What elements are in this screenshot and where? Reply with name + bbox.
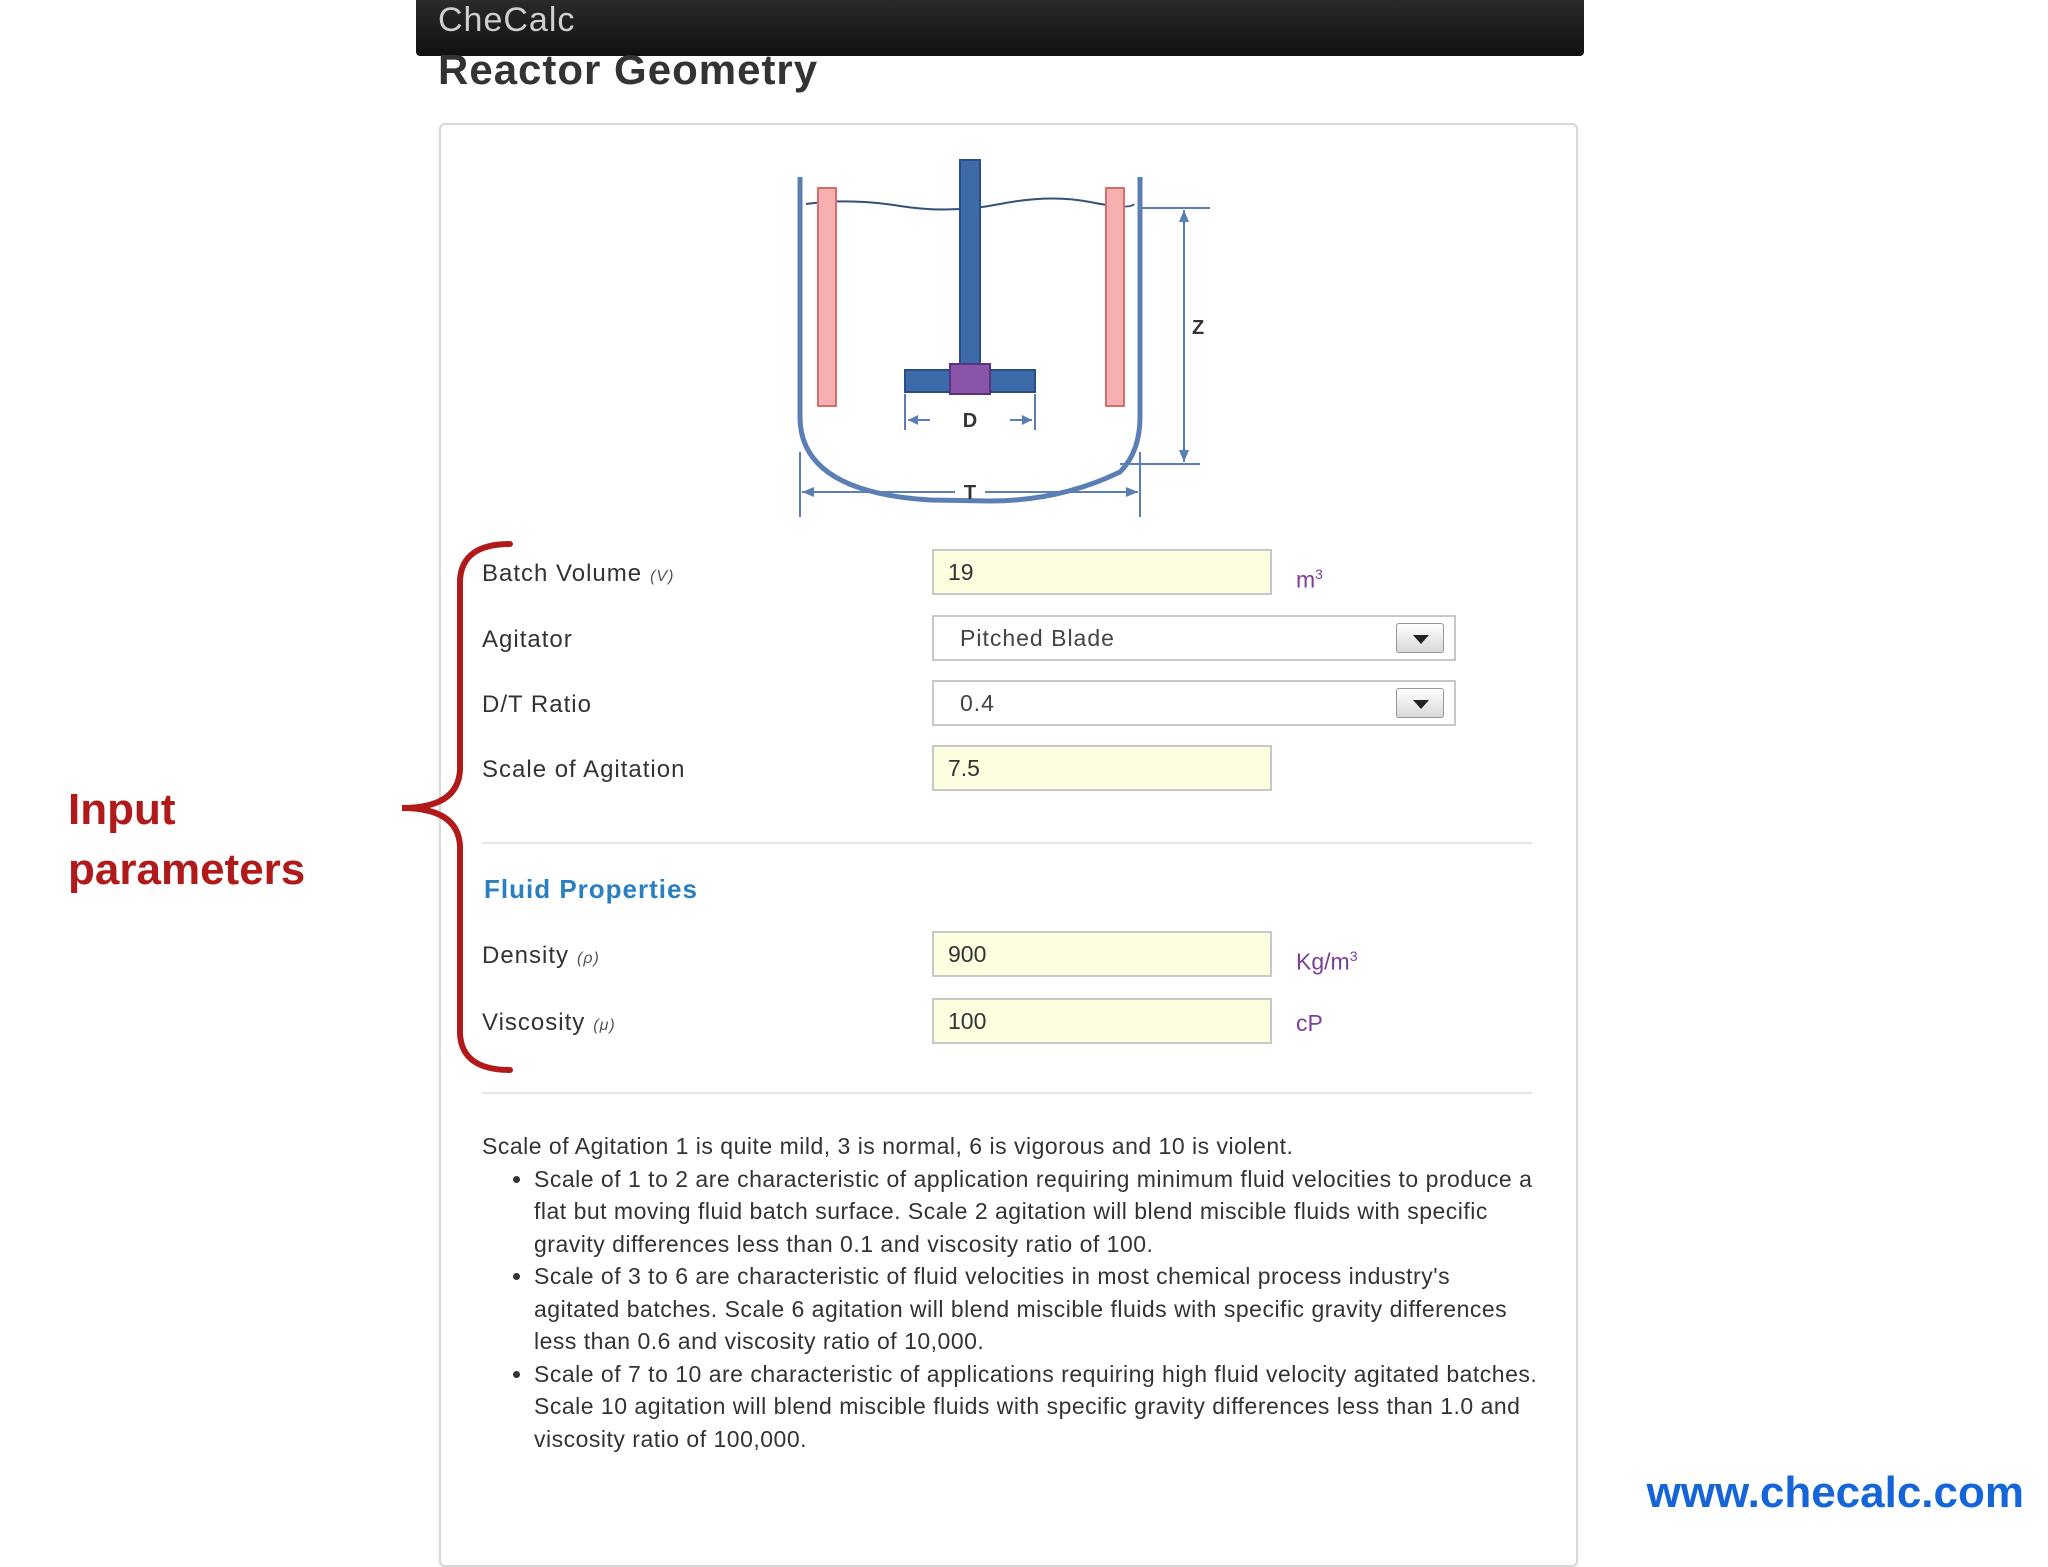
chevron-down-icon[interactable] [1396,688,1444,718]
z-arrowhead-bottom [1179,450,1189,462]
reactor-diagram [790,152,1220,522]
list-item: • Scale of 7 to 10 are characteristic of applications requiring high fluid velocity agitated batches. Scale 10 agitation will blend miscible fluids with specific gravity differences less than 1.0 and viscosity ratio of 100,000. [534,1358,1542,1456]
dt-ratio-selected-value: 0.4 [960,690,995,716]
d-arrowhead-left [908,415,918,425]
d-arrowhead-right [1022,415,1032,425]
density-row [482,931,1532,981]
scale-row [482,745,1532,795]
curly-brace [392,540,517,1075]
batch-volume-symbol: (V) [650,568,675,585]
viscosity-row [482,998,1532,1048]
batch-volume-input[interactable]: 19 [932,549,1272,595]
scale-input[interactable]: 7.5 [932,745,1272,791]
agitator-selected-value: Pitched Blade [960,625,1115,651]
baffle-left [818,188,836,406]
viscosity-label: Viscosity (μ) [482,1009,616,1036]
page-title: Reactor Geometry [438,46,819,93]
d-label: D [962,410,978,432]
agitator-select[interactable] [932,615,1456,661]
dt-ratio-select[interactable] [932,680,1456,726]
footer-url[interactable]: www.checalc.com [1646,1468,2024,1517]
scale-label: Scale of Agitation [482,756,686,783]
t-label: T [963,482,977,504]
batch-volume-row [482,549,1532,599]
annotation-line-1: Input [68,785,176,834]
t-arrowhead-left [802,487,814,497]
viscosity-unit: cP [1296,1010,1323,1036]
viscosity-symbol: (μ) [593,1017,616,1034]
chevron-down-icon[interactable] [1396,623,1444,653]
agitator-label: Agitator [482,626,573,653]
notes-intro: Scale of Agitation 1 is quite mild, 3 is normal, 6 is vigorous and 10 is violent. [482,1133,1294,1159]
agitation-notes [482,1130,1542,1455]
z-label: Z [1192,317,1205,339]
fluid-properties-heading: Fluid Properties [484,874,698,904]
annotation-line-2: parameters [68,845,306,894]
density-symbol: (ρ) [577,950,600,967]
app-brand[interactable]: CheCalc [438,1,576,39]
baffle-right [1106,188,1124,406]
dt-ratio-label: D/T Ratio [482,691,592,718]
input-parameters-annotation [68,780,305,900]
t-arrowhead-right [1126,487,1138,497]
z-arrowhead-top [1179,210,1189,222]
density-input[interactable]: 900 [932,931,1272,977]
notes-list [482,1163,1542,1456]
viscosity-input[interactable]: 100 [932,998,1272,1044]
batch-volume-unit: $m^3$ [1296,566,1323,593]
list-item: • Scale of 3 to 6 are characteristic of fluid velocities in most chemical process industry's agitated batches. Scale 6 agitation will blend miscible fluids with specific gravity differences less than 0.6 and viscosity ratio of 10,000. [534,1260,1542,1358]
impeller-hub [950,364,990,394]
agitator-row [482,615,1532,665]
batch-volume-label: Batch Volume (V) [482,560,675,587]
density-label: Density (ρ) [482,942,600,969]
agitator-shaft [960,160,980,380]
dt-ratio-row [482,680,1532,730]
density-unit: $Kg/m^3$ [1296,948,1358,975]
divider [482,842,1532,844]
list-item: • Scale of 1 to 2 are characteristic of application requiring minimum fluid velocities to produce a flat but moving fluid batch surface. Scale 2 agitation will blend miscible fluids with specific gravity differences less than 0.1 and viscosity ratio of 100. [534,1163,1542,1261]
divider [482,1092,1532,1094]
